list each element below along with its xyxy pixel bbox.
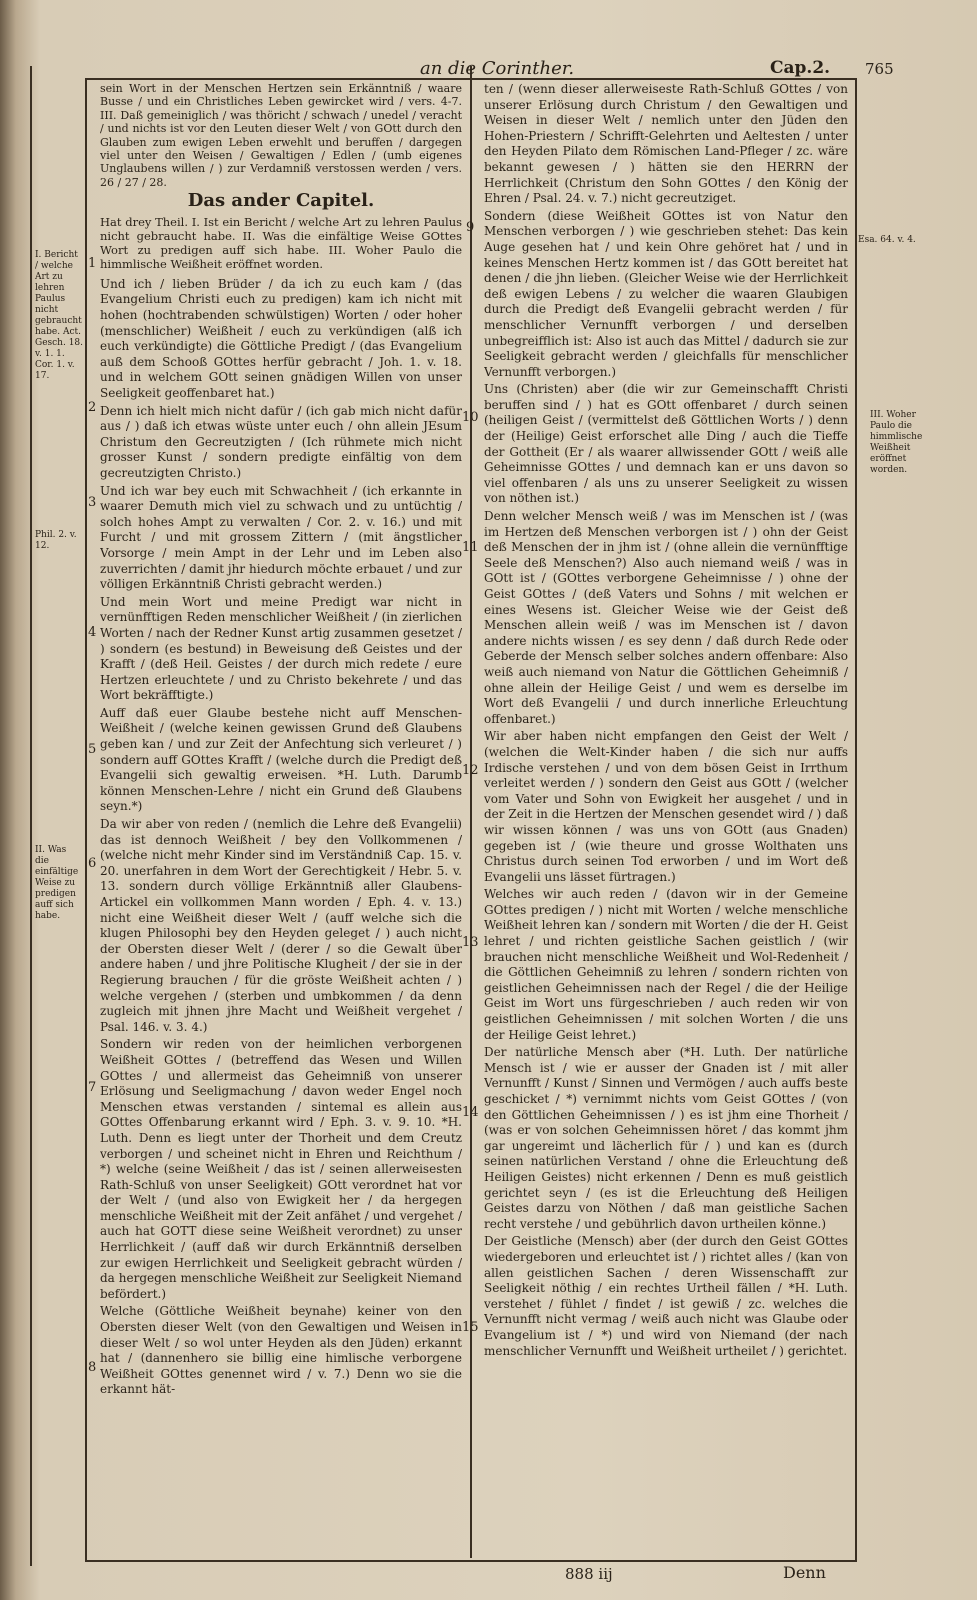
- verse-text: Wir aber haben nicht empfangen den Geist der Welt / (welchen die Welt-Kinder haben / die sich nur auffs Irdische verstehen / und von dem bösen Geist in Irrthum verleitet werden / ) sondern den Geist aus GOtt / (welcher vom Vater und Sohn von Ewigkeit her ausgehet / und in der Zeit in die Hertzen der Menschen gesendet wird / ) daß wir wissen können / was uns von GOtt (aus Gnaden) gegeben ist / (wie theure und grosse Wolthaten uns Christus durch seinen Tod erworben / und im Wort deß Evangelii uns lässet fürtragen.): [484, 729, 848, 884]
- chapter-label: Cap.2.: [770, 58, 831, 78]
- verse-text: Sondern (diese Weißheit GOttes ist von Natur den Menschen verborgen / ) wie geschrieben stehet: Das kein Auge gesehen hat / und kein Ohre gehöret hat / und in keines Menschen Hertz kommen ist / das GOtt bereitet hat denen / die jhn lieben. (Gleicher Weise wie der Herrlichkeit deß ewigen Lebens / zu welcher die waaren Glaubigen durch die Predigt deß Evangelii gebracht werden / für menschlicher Vernunfft verborgen / und derselben unbegreifflich ist: Also ist auch das Mittel / dadurch sie zur Seeligkeit gebracht werden / gleichfalls für menschlicher Vernunfft verborgen.): [484, 208, 848, 379]
- verse-text: Der natürliche Mensch aber (*H. Luth. Der natürliche Mensch ist / wie er ausser der Gnaden ist / mit aller Vernunfft / Kunst / Sinnen und Vermögen / auch auffs beste geschicket / *) vernimmt nichts vom Geist GOttes / (von den Göttlichen Geheimnissen / ) es ist jhm eine Thorheit / (was er von solchen Geheimnissen höret / das kommt jhm gar ungereimt und lächerlich für / ) und kan es (durch seinen natürlichen Verstand / ohne die Erleuchtung deß Heiligen Geistes) nicht erkennen / Denn es muß geistlich gerichtet seyn / (es ist die Erleuchtung deß Heiligen Geistes darzu von Nöthen / daß man geistliche Sachen recht verstehe / und gebührlich davon urtheilen könne.): [484, 1045, 848, 1231]
- column-rule-left-margin: [30, 66, 32, 1566]
- page-number: 765: [865, 60, 894, 78]
- verse-text: Welches wir auch reden / (davon wir in der Gemeine GOttes predigen / ) nicht mit Worten / welche menschliche Weißheit lehren kan / sondern mit Worten / die der H. Geist lehret / und richten geistliche Sachen geistlich / (wir brauchen nicht menschliche Weißheit und Wol-Redenheit / die Göttlichen Geheimniß zu lehren / sondern richten von geistlichen Geheimnissen nach der Regel / die der Heilige Geist im Wort uns fürgeschrieben / auch reden wir von geistlichen Geheimnissen / mit solchen Worten / die uns der Heilige Geist lehret.): [484, 887, 848, 1042]
- verse-number: 5: [88, 742, 97, 757]
- verse-number: 8: [88, 1360, 97, 1375]
- verse-number: 2: [88, 400, 97, 415]
- verse-text: Denn ich hielt mich nicht dafür / (ich gab mich nicht dafür aus / ) daß ich etwas wüste unter euch / ohn allein JEsum Christum den Gecreutzigten / (Ich rühmete mich nicht grosser Kunst / sondern predigte einfältig von dem gecreutzigten Christo.): [100, 403, 462, 480]
- verse-number: 11: [462, 540, 479, 555]
- verse-number: 12: [462, 763, 479, 778]
- chapter-summary: Hat drey Theil. I. Ist ein Bericht / welche Art zu lehren Paulus nicht gebraucht habe. II. Was die einfältige Weise GOttes Wort zu predigen auff sich habe. III. Woher Paulo die himmlische Weißheit eröffnet worden.: [100, 214, 462, 271]
- chapter-heading: Das ander Capitel.: [187, 190, 375, 212]
- verse-text: Da wir aber von reden / (nemlich die Lehre deß Evangelii) das ist dennoch Weißheit / bey den Vollkommenen / (welche nicht mehr Kinder sind im Verständniß Cap. 15. v. 20. unerfahren in dem Wort der Gerechtigkeit / Hebr. 5. v. 13. sondern durch völlige Erkänntniß aller Glaubens-Artickel ein vollkommen Mann worden / Eph. 4. v. 13.) nicht eine Weißheit dieser Welt / (auff welche sich die klugen Philosophi bey den Heyden geleget / ) auch nicht der Obersten dieser Welt / (derer / so die Gewalt über andere haben / und jhre Politische Klugheit / der sie in der Regierung brauchen / für die gröste Weißheit achten / ) welche vergehen / (sterben und umbkommen / da denn zugleich mit jhnen jhre Macht und Weißheit vergehet / Psal. 146. v. 3. 4.): [100, 817, 462, 1034]
- verse-text: Sondern wir reden von der heimlichen verborgenen Weißheit GOttes / (betreffend das Wesen und Willen GOttes / und allermeist das Geheimniß von unserer Erlösung und Seeligmachung / davon weder Engel noch Menschen etwas verstanden / sintemal es allein aus GOttes Offenbarung erkannt wird / Eph. 3. v. 9. 10. *H. Luth. Denn es liegt unter der Thorheit und dem Creutz verborgen / und scheinet nicht in Ehren und Reichthum / *) welche (seine Weißheit / das ist / seinen allerweisesten Rath-Schluß von unser Seeligkeit) GOtt verordnet hat vor der Welt / (und also von Ewigkeit her / da hergegen menschliche Weißheit mit der Zeit anfähet / und vergehet / auch hat GOTT diese seine Weißheit verordnet) zu unser Herrlichkeit / (auff daß wir durch Erkänntniß derselben zur ewigen Herrlichkeit und Seeligkeit gebracht würden / da hergegen menschliche Weißheit zur Seeligkeit Niemand befördert.): [100, 1037, 462, 1301]
- verse-continuation: ten / (wenn dieser allerweiseste Rath-Schluß GOttes / von unserer Erlösung durch Christum / den Gewaltigen und Weisen in dieser Welt / nemlich unter den Jüden den Hohen-Priestern / Schrifft-Gelehrten und Aeltesten / unter den Heyden Pilato dem Römischen Land-Pfleger / zc. wäre bekannt gewesen / ) hätten sie den HERRN der Herrlichkeit (Christum den Sohn GOttes / den König der Ehren / Psal. 24. v. 7.) nicht gecreutziget.: [484, 82, 848, 206]
- verse-text: Und mein Wort und meine Predigt war nicht in vernünfftigen Reden menschlicher Weißheit / (in zierlichen Worten / nach der Redner Kunst artig zusammen gesetzet / ) sondern (es bestund) in Beweisung deß Geistes und der Krafft / (deß Heil. Geistes / der durch mich redete / eure Hertzen erleuchtete / und zu Christo bekehrete / und das Wort bekräfftigte.): [100, 594, 462, 703]
- verse-text: Und ich war bey euch mit Schwachheit / (ich erkannte in waarer Demuth mich viel zu schwach und zu untüchtig / solch hohes Ampt zu verwalten / Cor. 2. v. 16.) und mit Furcht / und mit grossem Zittern / (mit ängstlicher Vorsorge / mein Ampt in der Lehr und im Leben also zuverrichten / damit jhr hiedurch möchte erbauet / und zur völligen Erkänntniß Christi gebracht werden.): [100, 483, 462, 592]
- verse-text: Und ich / lieben Brüder / da ich zu euch kam / (das Evangelium Christi euch zu predigen) kam ich nicht mit hohen (hochtrabenden schwülstigen) Worten / oder hoher (menschlicher) Weißheit / euch zu verkündigen (alß ich euch verkündigte) die Göttliche Predigt / (das Evangelium auß dem Schooß GOttes herfür gebracht / Joh. 1. v. 18. und in welchem GOtt seinen gnädigen Willen von unser Seeligkeit geoffenbaret hat.): [100, 276, 462, 400]
- right-text-column: [484, 82, 848, 1552]
- verse-number: 6: [88, 856, 97, 871]
- running-title: an die Corinther.: [420, 58, 575, 79]
- chapter-intro: sein Wort in der Menschen Hertzen sein Erkänntniß / waare Busse / und ein Christliches Leben gewircket wird / vers. 4-7. III. Daß gemeiniglich / was thöricht / schwach / unedel / veracht / und nichts ist vor den Leuten dieser Welt / von GOtt durch den Glauben zum ewigen Leben erwehlt und beruffen / dargegen viel unter den Weisen / Gewaltigen / Edlen / (umb eigenes Unglaubens willen / ) zur Verdamniß verstossen werden / vers. 26 / 27 / 28.: [100, 82, 462, 189]
- verse-text: Denn welcher Mensch weiß / was im Menschen ist / (was im Hertzen deß Menschen verborgen ist / ) ohn der Geist deß Menschen der in jhm ist / (ohne allein die vernünfftige Seele deß Menschen?) Also auch niemand weiß / was in GOtt ist / (GOttes verborgene Geheimnisse / ) ohne der Geist GOttes / (deß Vaters und Sohns / mit welchen er eines Wesens ist. Gleicher Weise wie der Geist deß Menschen allein weiß / was im Menschen ist / davon andere nichts wissen / es sey denn / daß durch Rede oder Geberde der Mensch selber solches andern offenbare: Also weiß auch niemand von Natur die Göttlichen Geheimniß / ohne allein der Heilige Geist / und wem es derselbe im Wort deß Evangelii / und durch innerliche Erleuchtung offenbaret.): [484, 509, 848, 726]
- left-text-column: [100, 82, 462, 1552]
- verse-number: 7: [88, 1080, 97, 1095]
- verse-text: Uns (Christen) aber (die wir zur Gemeinschafft Christi beruffen sind / ) hat es GOtt offenbaret / durch seinen (heiligen Geist / (vermittelst deß Göttlichen Worts / ) denn der (Heilige) Geist erforschet alle Ding / auch die Tieffe der Gottheit (Er / als waarer allwissender GOtt / weiß alle Geheimnisse GOttes / und demnach kan er uns davon so viel offenbaren / als uns zu unserer Seeligkeit zu wissen von nöthen ist.): [484, 382, 848, 506]
- margin-note-left-2: Phil. 2. v. 12.: [35, 530, 77, 551]
- verse-text: Auff daß euer Glaube bestehe nicht auff Menschen-Weißheit / (welche keinen gewissen Grund deß Glaubens geben kan / und zur Zeit der Anfechtung sich verleuret / ) sondern auff GOttes Krafft / (welche durch die Predigt deß Evangelii sich gewaltig erweisen. *H. Luth. Darumb können Menschen-Lehre / nicht ein Grund deß Glaubens seyn.*): [100, 705, 462, 814]
- margin-note-right-2: III. Woher Paulo die himmlische Weißheit eröffnet worden.: [870, 410, 923, 475]
- verse-text: Der Geistliche (Mensch) aber (der durch den Geist GOttes wiedergeboren und erleuchtet ist / ) richtet alles / (kan von allen geistlichen Sachen / deren Wissenschafft zur Seeligkeit nöthig / ein rechtes Urtheil fällen / *H. Luth. verstehet / fühlet / findet / ist gewiß / zc. welches die Vernunfft nicht vermag / weiß auch nicht was Glaube oder Evangelium ist / *) und wird von Niemand (der nach menschlicher Vernunfft und Weißheit urtheilet / ) gerichtet.: [484, 1234, 848, 1358]
- verse-number: 13: [462, 935, 479, 950]
- verse-number: 4: [88, 625, 97, 640]
- verse-number: 1: [88, 256, 97, 271]
- verse-number: 10: [462, 410, 479, 425]
- verse-number: 15: [462, 1320, 479, 1335]
- verse-number: 14: [462, 1105, 479, 1120]
- verse-number: 9: [466, 220, 475, 235]
- catchword: Denn: [783, 1563, 826, 1582]
- verse-text: Welche (Göttliche Weißheit beynahe) keiner von den Obersten dieser Welt (von den Gewaltigen und Weisen in dieser Welt / so wol unter Heyden als den Jüden) erkannt hat / (dannenhero sie billig eine himlische verborgene Weißheit GOttes genennet wird / v. 7.) Denn wo sie die erkannt hät-: [100, 1304, 462, 1397]
- signature-mark: 888 iij: [565, 1565, 613, 1583]
- margin-note-left-3: II. Was die einfältige Weise zu predigen auff sich habe.: [35, 845, 79, 921]
- margin-note-left-1: I. Bericht / welche Art zu lehren Paulus nicht gebraucht habe. Act. Gesch. 18. v. 1. 1. Cor. 1. v. 17.: [35, 250, 84, 381]
- verse-number: 3: [88, 495, 97, 510]
- margin-note-right-1: Esa. 64. v. 4.: [858, 235, 916, 245]
